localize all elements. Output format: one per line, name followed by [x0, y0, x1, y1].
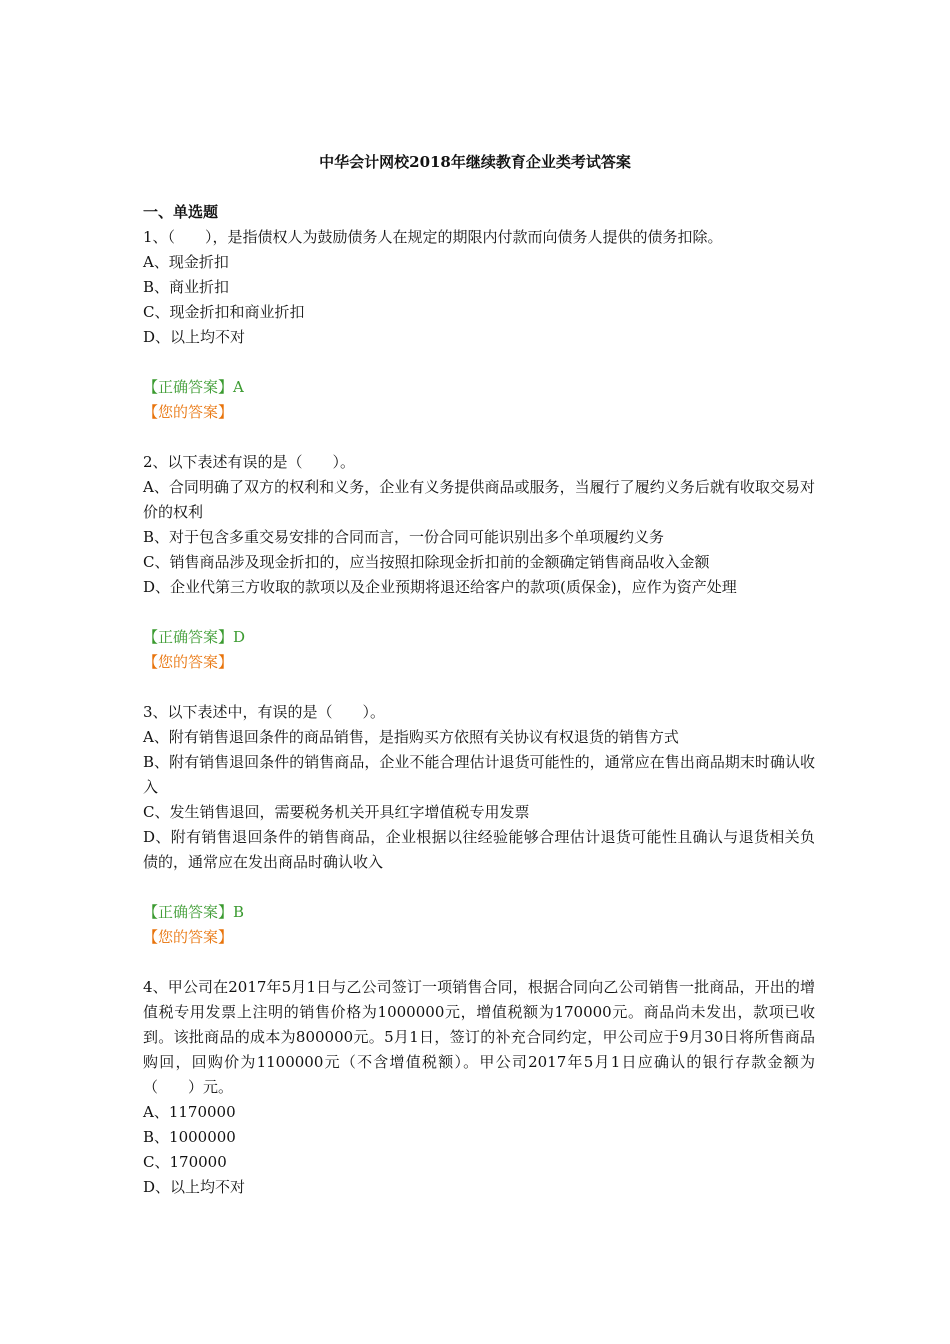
option-b: B、附有销售退回条件的销售商品，企业不能合理估计退货可能性的，通常应在售出商品期末时确认收入 [143, 753, 815, 796]
question-1 [143, 225, 815, 425]
option-d: D、以上均不对 [143, 1178, 246, 1196]
question-3 [143, 700, 815, 950]
document-content [143, 200, 815, 1200]
option-c: C、现金折扣和商业折扣 [143, 303, 305, 321]
question-stem: 1、（ ），是指债权人为鼓励债务人在规定的期限内付款而向债务人提供的债务扣除。 [143, 228, 723, 246]
option-d: D、以上均不对 [143, 328, 246, 346]
option-b: B、商业折扣 [143, 278, 230, 296]
option-c: C、170000 [143, 1153, 227, 1171]
option-b: B、1000000 [143, 1128, 236, 1146]
option-c: C、销售商品涉及现金折扣的，应当按照扣除现金折扣前的金额确定销售商品收入金额 [143, 553, 710, 571]
your-answer: 【您的答案】 [143, 653, 234, 671]
answer-block [143, 900, 815, 950]
answer-block [143, 375, 815, 425]
your-answer: 【您的答案】 [143, 403, 234, 421]
option-a: A、现金折扣 [143, 253, 229, 271]
section-heading: 一、单选题 [143, 203, 219, 221]
option-a: A、合同明确了双方的权利和义务，企业有义务提供商品或服务，当履行了履约义务后就有收取交易对价的权利 [143, 478, 815, 521]
correct-answer-label: 【正确答案】 [143, 378, 234, 396]
correct-answer-label: 【正确答案】 [143, 628, 234, 646]
option-b: B、对于包含多重交易安排的合同而言，一份合同可能识别出多个单项履约义务 [143, 528, 665, 546]
question-stem: 4、甲公司在2017年5月1日与乙公司签订一项销售合同，根据合同向乙公司销售一批商品，开出的增值税专用发票上注明的销售价格为1000000元，增值税额为170000元。商品尚未发出，款项已收到。该批商品的成本为800000元。5月1日，签订的补充合同约定，甲公司应于9月30日将所售商品购回，回购价为1100000元（不含增值税额）。甲公司2017年5月1日应确认的银行存款金额为（ ）元。 [143, 978, 815, 1096]
question-2 [143, 450, 815, 675]
option-a: A、1170000 [143, 1103, 236, 1121]
question-stem: 3、以下表述中，有误的是（ ）。 [143, 703, 386, 721]
question-stem: 2、以下表述有误的是（ ）。 [143, 453, 356, 471]
correct-answer-value: B [233, 903, 245, 921]
correct-answer-label: 【正确答案】 [143, 903, 234, 921]
document-title: 中华会计网校2018年继续教育企业类考试答案 [319, 153, 631, 171]
question-4 [143, 975, 815, 1200]
correct-answer-value: A [233, 378, 244, 396]
correct-answer [143, 375, 815, 400]
answer-block [143, 625, 815, 675]
option-a: A、附有销售退回条件的商品销售，是指购买方依照有关协议有权退货的销售方式 [143, 728, 679, 746]
correct-answer [143, 900, 815, 925]
correct-answer-value: D [233, 628, 246, 646]
option-d: D、企业代第三方收取的款项以及企业预期将退还给客户的款项(质保金)，应作为资产处理 [143, 578, 737, 596]
option-c: C、发生销售退回，需要税务机关开具红字增值税专用发票 [143, 803, 530, 821]
correct-answer [143, 625, 815, 650]
your-answer: 【您的答案】 [143, 928, 234, 946]
option-d: D、附有销售退回条件的销售商品，企业根据以往经验能够合理估计退货可能性且确认与退货相关负债的，通常应在发出商品时确认收入 [143, 828, 815, 871]
